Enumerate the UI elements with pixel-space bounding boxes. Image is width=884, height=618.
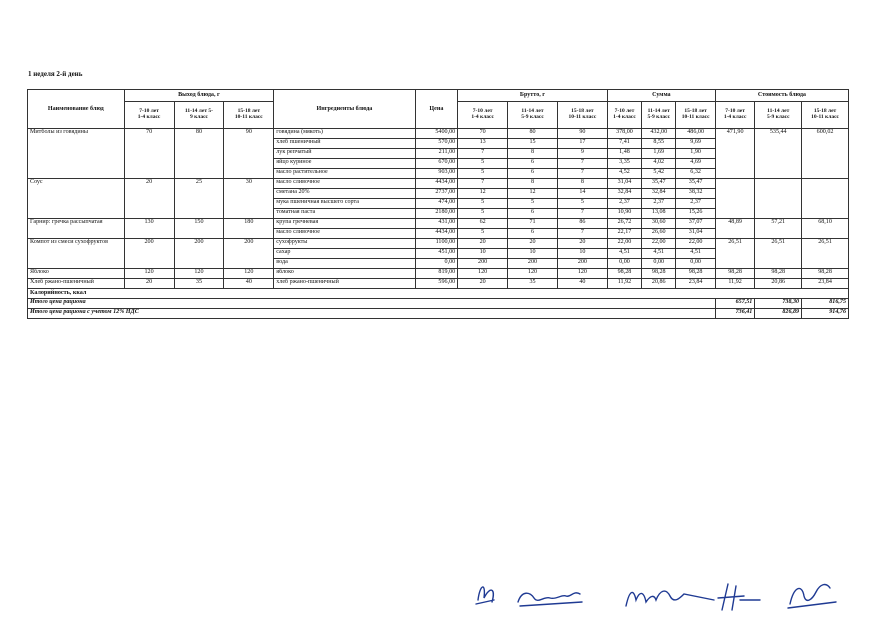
age-label: 15-18 лет [813, 108, 837, 115]
ingredient-sum: 98,28 [607, 269, 641, 279]
ingredient-sum: 32,84 [642, 189, 676, 199]
table-row [28, 219, 849, 229]
ingredient-sum: 8,55 [642, 139, 676, 149]
ingredient-brutto: 5 [458, 169, 508, 179]
header-brutto-age-2 [557, 102, 607, 129]
ingredient-price: 2737,00 [415, 189, 458, 199]
ingredient-sum: 9,69 [676, 139, 715, 149]
total-label: Итого цена рациона [28, 299, 716, 309]
grade-label: 5-9 класс [766, 114, 790, 120]
dish-yield: 120 [224, 269, 274, 279]
signature-5 [788, 585, 836, 608]
header-cost-age-2 [802, 102, 849, 129]
total-row [28, 299, 849, 309]
ingredient-name: сухофрукты [274, 239, 415, 249]
ingredient-brutto: 8 [508, 179, 558, 189]
grade-label: 10-11 класс [681, 114, 710, 120]
ingredient-brutto: 62 [458, 219, 508, 229]
dish-yield: 70 [124, 129, 174, 179]
ingredient-brutto: 6 [508, 169, 558, 179]
ingredient-sum: 4,51 [607, 249, 641, 259]
dish-cost [715, 179, 754, 219]
header-sum-age-2 [676, 102, 715, 129]
ingredient-name: масло растительное [274, 169, 415, 179]
total-value: 736,41 [715, 309, 754, 319]
header-yield-age-2 [224, 102, 274, 129]
ingredient-name: говядина (мякоть) [274, 129, 415, 139]
ingredient-sum: 13,08 [642, 209, 676, 219]
total-value: 816,75 [802, 299, 849, 309]
dish-yield: 200 [174, 239, 224, 269]
dish-cost: 98,28 [715, 269, 754, 279]
ingredient-brutto: 6 [508, 159, 558, 169]
dish-yield: 200 [224, 239, 274, 269]
ingredient-sum: 22,00 [642, 239, 676, 249]
grade-label: 10-11 класс [234, 114, 263, 120]
dish-yield: 120 [174, 269, 224, 279]
ingredient-name: мука пшеничная высшего сорта [274, 199, 415, 209]
age-label: 7-10 лет [614, 108, 635, 115]
ingredient-name: вода [274, 259, 415, 269]
ingredient-sum: 26,72 [607, 219, 641, 229]
ingredient-sum: 4,69 [676, 159, 715, 169]
ingredient-brutto: 80 [508, 129, 558, 139]
dish-cost: 26,51 [755, 239, 802, 269]
ingredient-sum: 20,86 [642, 279, 676, 289]
table-row [28, 269, 849, 279]
ingredient-brutto: 14 [557, 189, 607, 199]
table-row [28, 129, 849, 139]
ingredient-price: 903,00 [415, 169, 458, 179]
dish-yield: 80 [174, 129, 224, 179]
ingredient-name: томатная паста [274, 209, 415, 219]
ingredient-brutto: 20 [508, 239, 558, 249]
ingredient-sum: 2,37 [642, 199, 676, 209]
dish-yield: 90 [224, 129, 274, 179]
total-value: 914,76 [802, 309, 849, 319]
ingredient-brutto: 7 [458, 179, 508, 189]
dish-yield: 30 [224, 179, 274, 219]
ingredient-price: 819,00 [415, 269, 458, 279]
dish-yield: 20 [124, 279, 174, 289]
ingredient-brutto: 7 [557, 209, 607, 219]
ingredient-sum: 22,17 [607, 229, 641, 239]
ingredient-brutto: 20 [458, 239, 508, 249]
header-yield-age-1 [174, 102, 224, 129]
ingredient-sum: 0,00 [676, 259, 715, 269]
header-dish-cost: Стоимость блюда [715, 90, 848, 102]
ingredient-sum: 486,00 [676, 129, 715, 139]
signature-1 [476, 587, 494, 604]
total-value: 657,51 [715, 299, 754, 309]
grade-label: 5-9 класс [647, 114, 671, 120]
calories-row [28, 289, 849, 299]
dish-name: Хлеб ржано-пшеничный [28, 279, 125, 289]
ingredient-sum: 37,07 [676, 219, 715, 229]
signature-2 [518, 593, 582, 606]
dish-cost: 23,84 [802, 279, 849, 289]
ingredient-sum: 4,51 [642, 249, 676, 259]
dish-cost: 535,44 [755, 129, 802, 179]
grade-label: 10-11 класс [811, 114, 839, 120]
ingredient-brutto: 86 [557, 219, 607, 229]
ingredient-brutto: 9 [557, 149, 607, 159]
dish-cost [802, 179, 849, 219]
signature-4 [718, 584, 760, 610]
grade-label: 1-4 класс [471, 114, 494, 120]
dish-yield: 180 [224, 219, 274, 239]
ingredient-name: масло сливочное [274, 179, 415, 189]
ingredient-sum: 32,84 [607, 189, 641, 199]
ingredient-name: яйцо куриное [274, 159, 415, 169]
ingredient-sum: 1,90 [676, 149, 715, 159]
dish-yield: 35 [174, 279, 224, 289]
ingredient-sum: 2,37 [607, 199, 641, 209]
ingredient-brutto: 5 [557, 199, 607, 209]
ingredient-sum: 6,32 [676, 169, 715, 179]
ingredient-brutto: 40 [557, 279, 607, 289]
ingredient-name: хлеб пшеничный [274, 139, 415, 149]
ingredient-sum: 98,28 [676, 269, 715, 279]
header-brutto-age-0 [458, 102, 508, 129]
ingredient-brutto: 70 [458, 129, 508, 139]
ingredient-sum: 30,60 [642, 219, 676, 229]
total-row [28, 309, 849, 319]
ingredient-price: 451,00 [415, 249, 458, 259]
ingredient-sum: 31,04 [676, 229, 715, 239]
calories-label: Калорийность, ккал [28, 289, 849, 299]
dish-name: Яблоко [28, 269, 125, 279]
ingredient-price: 474,00 [415, 199, 458, 209]
dish-cost: 471,90 [715, 129, 754, 179]
ingredient-brutto: 20 [557, 239, 607, 249]
header-ingredients: Ингредиенты блюда [274, 90, 415, 129]
ingredient-brutto: 15 [508, 139, 558, 149]
grade-label: 9 класс [189, 114, 208, 120]
ingredient-brutto: 120 [557, 269, 607, 279]
age-label: 11-14 лет 5- [184, 108, 213, 115]
header-yield: Выход блюда, г [124, 90, 274, 102]
ingredient-price: 596,00 [415, 279, 458, 289]
ingredient-brutto: 5 [458, 209, 508, 219]
grade-label: 1-4 класс [723, 114, 747, 120]
header-cost-age-0 [715, 102, 754, 129]
signature-3 [626, 591, 714, 606]
ingredient-brutto: 7 [557, 169, 607, 179]
ingredient-brutto: 8 [508, 149, 558, 159]
ingredient-sum: 31,04 [607, 179, 641, 189]
total-value: 738,30 [755, 299, 802, 309]
ingredient-brutto: 200 [557, 259, 607, 269]
ingredient-sum: 38,32 [676, 189, 715, 199]
dish-yield: 25 [174, 179, 224, 219]
ingredient-sum: 1,48 [607, 149, 641, 159]
ingredient-brutto: 10 [458, 249, 508, 259]
ingredient-brutto: 7 [458, 149, 508, 159]
age-label: 11-14 лет [767, 108, 790, 115]
ingredient-price: 670,00 [415, 159, 458, 169]
ingredient-price: 211,00 [415, 149, 458, 159]
age-label: 11-14 лет [521, 108, 544, 115]
ingredient-brutto: 12 [508, 189, 558, 199]
dish-name: Соус [28, 179, 125, 219]
ingredient-brutto: 13 [458, 139, 508, 149]
dish-yield: 200 [124, 239, 174, 269]
ingredient-price: 1100,00 [415, 239, 458, 249]
dish-cost: 98,28 [755, 269, 802, 279]
age-label: 7-10 лет [725, 108, 745, 115]
ingredient-brutto: 6 [508, 209, 558, 219]
table-row [28, 239, 849, 249]
table-row [28, 179, 849, 189]
ingredient-brutto: 7 [557, 229, 607, 239]
ingredient-sum: 378,00 [607, 129, 641, 139]
dish-cost: 48,89 [715, 219, 754, 239]
ingredient-name: яблоко [274, 269, 415, 279]
ingredient-brutto: 5 [508, 199, 558, 209]
grade-label: 5-9 класс [521, 114, 544, 120]
ingredient-brutto: 200 [508, 259, 558, 269]
dish-yield: 40 [224, 279, 274, 289]
ingredient-name: масло сливочное [274, 229, 415, 239]
dish-cost: 57,21 [755, 219, 802, 239]
dish-cost: 600,02 [802, 129, 849, 179]
age-label: 7-10 лет [472, 108, 493, 115]
dish-cost: 20,86 [755, 279, 802, 289]
dish-cost [755, 179, 802, 219]
ingredient-brutto: 17 [557, 139, 607, 149]
header-cost-age-1 [755, 102, 802, 129]
table-body [28, 129, 849, 319]
ingredient-sum: 0,00 [642, 259, 676, 269]
ingredient-sum: 4,52 [607, 169, 641, 179]
ingredient-price: 4434,00 [415, 179, 458, 189]
ingredient-price: 5400,00 [415, 129, 458, 139]
ingredient-brutto: 120 [458, 269, 508, 279]
dish-yield: 20 [124, 179, 174, 219]
ingredient-brutto: 5 [458, 229, 508, 239]
ingredient-sum: 11,92 [607, 279, 641, 289]
ingredient-price: 2180,00 [415, 209, 458, 219]
ingredient-sum: 10,90 [607, 209, 641, 219]
age-label: 11-14 лет [647, 108, 670, 115]
ingredient-sum: 26,60 [642, 229, 676, 239]
ingredient-sum: 4,02 [642, 159, 676, 169]
ingredient-price: 4434,00 [415, 229, 458, 239]
ingredient-sum: 15,26 [676, 209, 715, 219]
header-yield-age-0 [124, 102, 174, 129]
page-heading: 1 неделя 2-й день [28, 70, 83, 78]
header-price: Цена [415, 90, 458, 129]
ingredient-name: сахар [274, 249, 415, 259]
ingredient-sum: 5,42 [642, 169, 676, 179]
ingredient-brutto: 6 [508, 229, 558, 239]
age-label: 15-18 лет [237, 108, 261, 115]
dish-cost: 26,51 [802, 239, 849, 269]
ingredient-brutto: 200 [458, 259, 508, 269]
dish-cost: 26,51 [715, 239, 754, 269]
header-brutto: Брутто, г [458, 90, 608, 102]
header-dish-name: Наименование блюд [28, 90, 125, 129]
ingredient-brutto: 10 [557, 249, 607, 259]
dish-yield: 120 [124, 269, 174, 279]
dish-name: Компот из смеси сухофруктов [28, 239, 125, 269]
ingredient-brutto: 10 [508, 249, 558, 259]
grade-label: 10-11 класс [568, 114, 597, 120]
ingredient-name: крупа гречневая [274, 219, 415, 229]
ingredient-sum: 35,47 [642, 179, 676, 189]
ingredient-brutto: 12 [458, 189, 508, 199]
ingredient-brutto: 7 [557, 159, 607, 169]
dish-yield: 130 [124, 219, 174, 239]
age-label: 15-18 лет [571, 108, 594, 115]
grade-label: 1-4 класс [613, 114, 636, 120]
ingredient-sum: 0,00 [607, 259, 641, 269]
header-sum: Сумма [607, 90, 715, 102]
ingredient-sum: 22,00 [676, 239, 715, 249]
ingredient-name: хлеб ржано-пшеничный [274, 279, 415, 289]
signatures [470, 570, 860, 614]
age-label: 15-18 лет [684, 108, 707, 115]
ingredient-name: лук репчатый [274, 149, 415, 159]
age-label: 7-10 лет [139, 108, 159, 115]
header-brutto-age-1 [508, 102, 558, 129]
ingredient-name: сметана 20% [274, 189, 415, 199]
ingredient-price: 0,00 [415, 259, 458, 269]
dish-cost: 98,28 [802, 269, 849, 279]
ingredient-price: 570,00 [415, 139, 458, 149]
ingredient-sum: 23,84 [676, 279, 715, 289]
ingredient-sum: 22,00 [607, 239, 641, 249]
ingredient-sum: 432,00 [642, 129, 676, 139]
ingredient-brutto: 5 [458, 159, 508, 169]
ingredient-brutto: 20 [458, 279, 508, 289]
total-label: Итого цена рациона с учетом 12% НДС [28, 309, 716, 319]
ingredient-sum: 1,69 [642, 149, 676, 159]
ingredient-sum: 7,41 [607, 139, 641, 149]
total-value: 826,89 [755, 309, 802, 319]
menu-cost-table [27, 89, 849, 319]
dish-yield: 150 [174, 219, 224, 239]
dish-name: Гарнир: гречка рассыпчатая [28, 219, 125, 239]
dish-cost: 11,92 [715, 279, 754, 289]
ingredient-brutto: 35 [508, 279, 558, 289]
ingredient-sum: 2,37 [676, 199, 715, 209]
ingredient-brutto: 90 [557, 129, 607, 139]
dish-cost: 68,10 [802, 219, 849, 239]
ingredient-brutto: 5 [458, 199, 508, 209]
header-sum-age-1 [642, 102, 676, 129]
ingredient-brutto: 120 [508, 269, 558, 279]
ingredient-sum: 4,51 [676, 249, 715, 259]
ingredient-brutto: 71 [508, 219, 558, 229]
ingredient-brutto: 8 [557, 179, 607, 189]
grade-label: 1-4 класс [137, 114, 161, 120]
dish-name: Митболы из говядины [28, 129, 125, 179]
ingredient-sum: 3,35 [607, 159, 641, 169]
ingredient-sum: 98,28 [642, 269, 676, 279]
header-sum-age-0 [607, 102, 641, 129]
ingredient-sum: 35,47 [676, 179, 715, 189]
table-row [28, 279, 849, 289]
ingredient-price: 431,00 [415, 219, 458, 229]
